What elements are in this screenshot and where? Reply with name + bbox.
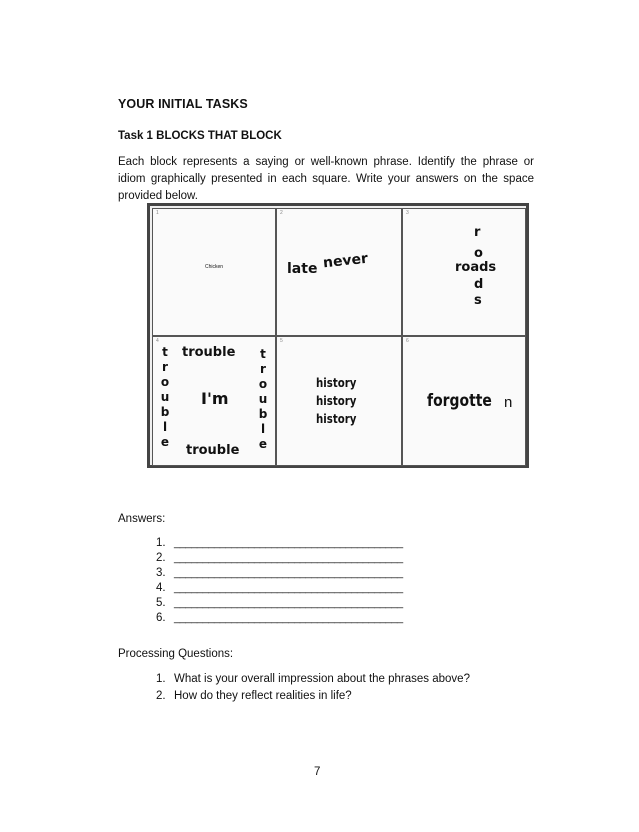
puzzle-cell-4: [152, 336, 276, 466]
history-line-1: history: [316, 376, 357, 390]
answer-number: 5.: [156, 597, 166, 609]
cell-number: 6: [406, 338, 409, 344]
answer-blank[interactable]: ________________________________________: [174, 537, 403, 549]
vertical-letter: u: [258, 392, 268, 406]
trouble-left-vertical: [159, 345, 171, 450]
letter-d: d: [474, 277, 484, 292]
question-item: [156, 673, 470, 685]
vertical-letter: t: [260, 347, 266, 361]
never-text: never: [322, 250, 369, 272]
vertical-letter: e: [160, 435, 170, 449]
answer-number: 1.: [156, 537, 166, 549]
roads-text: roads: [455, 260, 497, 275]
answer-row: [156, 582, 403, 594]
answer-number: 6.: [156, 612, 166, 624]
vertical-letter: u: [160, 390, 170, 404]
answer-blank[interactable]: ________________________________________: [174, 567, 403, 579]
answer-blank[interactable]: ________________________________________: [174, 612, 403, 624]
puzzle-cell-5: [276, 336, 402, 466]
letter-s: s: [474, 293, 482, 308]
trouble-top-text: trouble: [182, 345, 236, 360]
answer-number: 4.: [156, 582, 166, 594]
cell-number: 3: [406, 210, 409, 216]
answer-row: [156, 567, 403, 579]
letter-r: r: [474, 225, 481, 240]
vertical-letter: b: [160, 405, 170, 419]
processing-questions-label: Processing Questions:: [118, 648, 234, 660]
answer-blank[interactable]: ________________________________________: [174, 552, 403, 564]
question-number: 2.: [156, 690, 166, 702]
puzzle-cell-3: [402, 208, 526, 336]
answer-blank[interactable]: ________________________________________: [174, 597, 403, 609]
puzzle-cell-1: [152, 208, 276, 336]
vertical-letter: b: [258, 407, 268, 421]
answer-number: 3.: [156, 567, 166, 579]
letter-n: n: [504, 394, 513, 411]
cell-number: 2: [280, 210, 283, 216]
cell-number: 4: [156, 338, 159, 344]
vertical-letter: o: [160, 375, 170, 389]
vertical-letter: t: [162, 345, 168, 359]
puzzle-cell-6: [402, 336, 526, 466]
question-number: 1.: [156, 673, 166, 685]
vertical-letter: o: [258, 377, 268, 391]
question-text: How do they reflect realities in life?: [174, 690, 352, 702]
history-line-3: history: [316, 412, 357, 426]
page-number: 7: [314, 766, 321, 778]
answer-row: [156, 597, 403, 609]
answer-blank[interactable]: ________________________________________: [174, 582, 403, 594]
answer-row: [156, 612, 403, 624]
history-line-2: history: [316, 394, 357, 408]
trouble-bottom-text: trouble: [186, 443, 240, 458]
vertical-letter: r: [260, 362, 266, 376]
task-title: Task 1 BLOCKS THAT BLOCK: [118, 130, 282, 142]
trouble-right-vertical: [257, 347, 269, 452]
vertical-letter: e: [258, 437, 268, 451]
question-text: What is your overall impression about the phrases above?: [174, 673, 470, 685]
section-heading: YOUR INITIAL TASKS: [118, 97, 248, 111]
question-item: [156, 690, 352, 702]
forgotten-text: forgotte: [427, 391, 492, 411]
vertical-letter: r: [162, 360, 168, 374]
im-text: I'm: [201, 389, 229, 408]
vertical-letter: l: [162, 420, 168, 434]
chicken-text: Chicken: [205, 264, 224, 270]
answers-label: Answers:: [118, 513, 166, 525]
vertical-letter: l: [260, 422, 266, 436]
instructions-paragraph: Each block represents a saying or well-known phrase. Identify the phrase or idiom graphically presented in each square. Write your answers on the space provided below.: [118, 156, 534, 202]
answer-number: 2.: [156, 552, 166, 564]
puzzle-grid: [147, 203, 529, 468]
answer-row: [156, 537, 403, 549]
letter-o: o: [474, 246, 483, 261]
cell-number: 1: [156, 210, 159, 216]
answer-row: [156, 552, 403, 564]
late-text: late: [287, 261, 318, 277]
puzzle-cell-2: [276, 208, 402, 336]
cell-number: 5: [280, 338, 283, 344]
